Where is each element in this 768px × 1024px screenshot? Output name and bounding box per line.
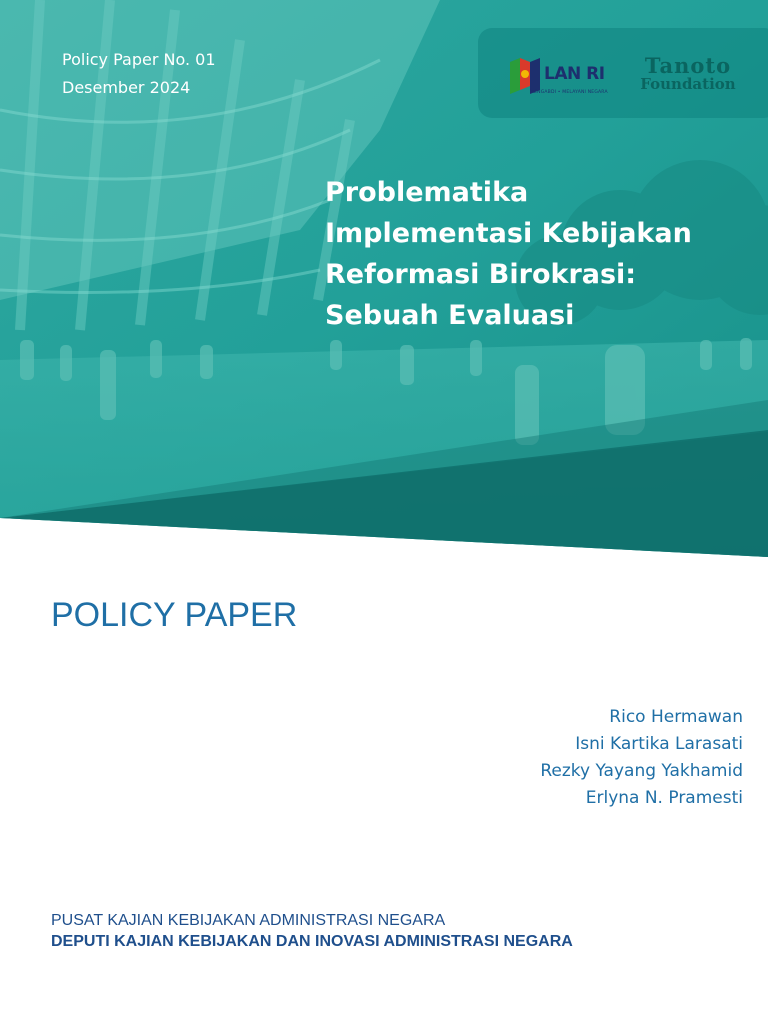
author-name: Rico Hermawan bbox=[609, 707, 743, 727]
title-line: Reformasi Birokrasi: bbox=[325, 259, 637, 290]
cover-meta bbox=[62, 46, 216, 102]
lan-ri-tagline: MENGABDI • MELAYANI NEGARA bbox=[530, 90, 608, 95]
organization-block bbox=[51, 910, 573, 952]
author-name: Isni Kartika Larasati bbox=[575, 734, 743, 754]
document-title bbox=[325, 172, 745, 336]
center-name: PUSAT KAJIAN KEBIJAKAN ADMINISTRASI NEGARA bbox=[51, 912, 446, 929]
document-type-heading: POLICY PAPER bbox=[51, 596, 298, 634]
tanoto-foundation-logo bbox=[633, 53, 743, 94]
title-line: Implementasi Kebijakan bbox=[325, 218, 692, 249]
publication-date: Desember 2024 bbox=[62, 78, 191, 97]
deputy-name: DEPUTI KAJIAN KEBIJAKAN DAN INOVASI ADMINISTRASI NEGARA bbox=[51, 933, 573, 950]
title-line: Problematika bbox=[325, 177, 529, 208]
lan-ri-wordmark: LAN RI bbox=[544, 64, 605, 84]
series-label: Policy Paper No. 01 bbox=[62, 50, 216, 69]
title-line: Sebuah Evaluasi bbox=[325, 300, 575, 331]
tanoto-wordmark: Tanoto bbox=[644, 53, 732, 78]
author-name: Erlyna N. Pramesti bbox=[585, 788, 743, 808]
author-list bbox=[540, 704, 743, 812]
author-name: Rezky Yayang Yakhamid bbox=[540, 761, 743, 781]
foundation-wordmark: Foundation bbox=[640, 75, 736, 93]
logo-panel bbox=[478, 28, 768, 118]
